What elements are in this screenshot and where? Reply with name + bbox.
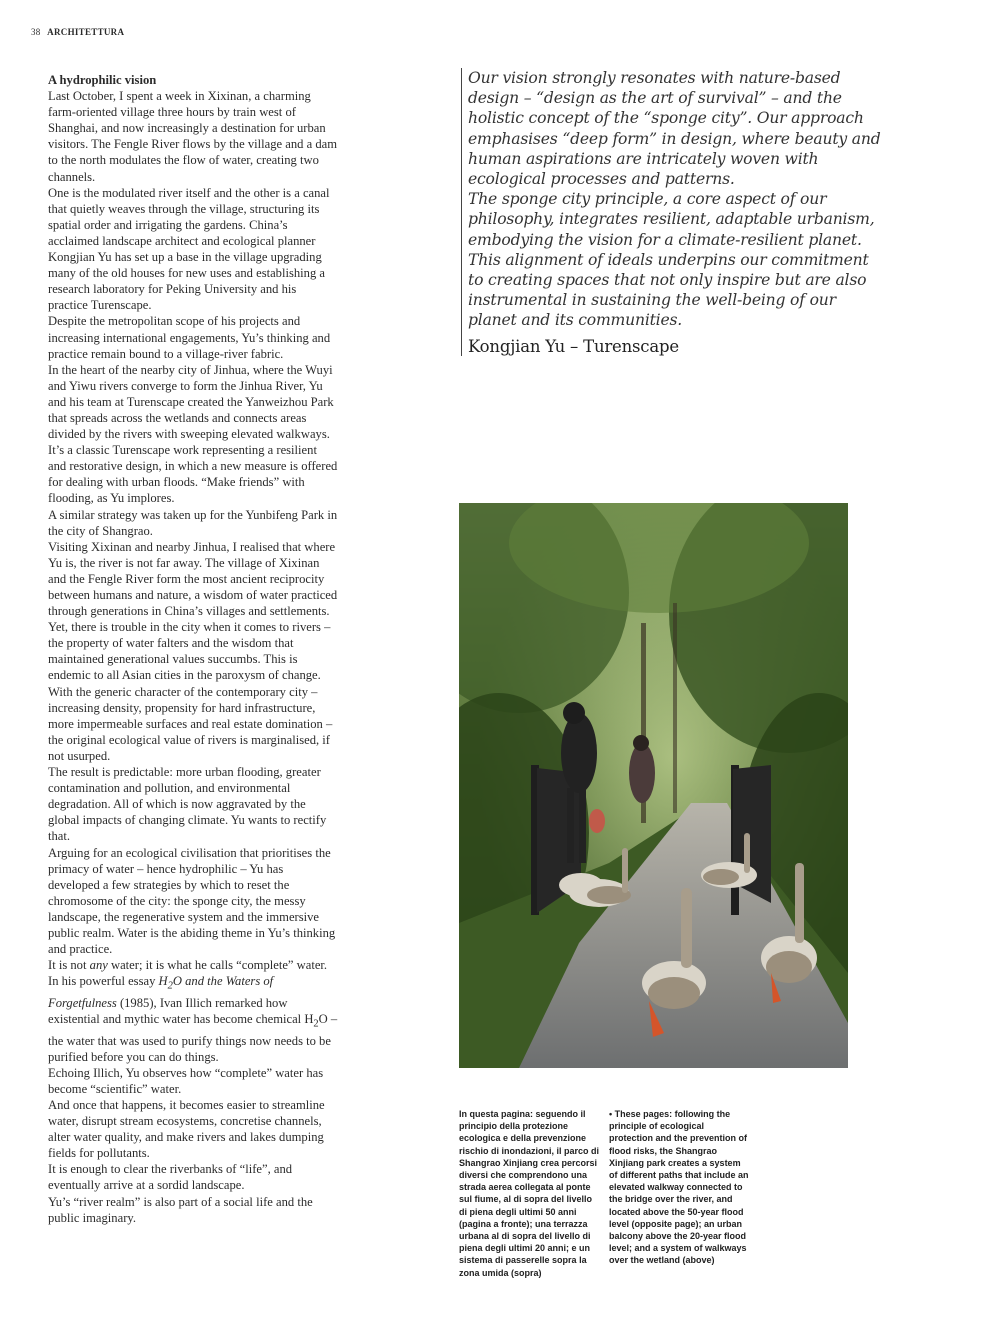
quote-paragraph: Our vision strongly resonates with nature-based design – “design as the art of survival” – and the holistic concept of the “sponge city”. Our approach emphasises “deep form” in design, where beauty and human aspirations are intricately woven with ecological processes and patterns. (468, 69, 881, 189)
subscript: 2 (167, 980, 173, 992)
text-run: water; it is what he calls “complete” water. In his powerful essay (48, 958, 328, 989)
text-run: O – the water that was used to purify things now needs to be purified before you can do things. (48, 1011, 338, 1064)
article-paragraph: The result is predictable: more urban flooding, greater contamination and pollution, and environmental degradation. All of which is now aggravated by the global impacts of changing climate. Yu wants to rectify that. (48, 765, 327, 844)
article-paragraph-complete-water (48, 957, 338, 1065)
park-walkway-photo (459, 503, 848, 1068)
quote-text (468, 68, 888, 331)
article-body (48, 72, 338, 1226)
article-paragraph: Echoing Illich, Yu observes how “complete” water has become “scientific” water. (48, 1065, 324, 1096)
article-paragraph: Last October, I spent a week in Xixinan, a charming farm-oriented village three hours by train west of Shanghai, and now increasingly a destination for urban visitors. The Fengle River flows by the village and a dam to the north modulates the flow of water, creating two channels. (48, 89, 338, 184)
article-paragraph: Visiting Xixinan and nearby Jinhua, I realised that where Yu is, the river is not far away. The village of Xixinan and the Fengle River form the most ancient reciprocity between humans and nature, a wisdom of water practiced through generations in China’s villages and settlements. (48, 539, 338, 619)
page-header (31, 27, 124, 37)
emphasis: any (89, 958, 108, 973)
subscript: 2 (313, 1018, 319, 1030)
page-number: 38 (31, 27, 41, 37)
article-paragraph: Despite the metropolitan scope of his projects and increasing international engagements, Yu’s thinking and practice remain bound to a village-river fabric. (48, 314, 331, 361)
caption-italian: In questa pagina: seguendo il principio della protezione ecologica e della prevenzione rischio di inondazioni, il parco di Shangrao Xinjiang crea percorsi diversi che comprendono una strada aerea collegata al ponte sul fiume, al di sopra del livello di piena degli ultimi 50 anni (pagina a fronte); una terrazza urbana al di sopra del livello di piena degli ultimi 20 anni; e un sistema di passerelle sopra la zona umida (sopra) (459, 1109, 600, 1278)
text-run: (1985), Ivan Illich remarked how existential and mythic water has become chemical H (48, 995, 314, 1026)
article-paragraph: One is the modulated river itself and the other is a canal that quietly weaves through the village, structuring its spatial order and irrigating the gardens. China’s acclaimed landscape architect and ecological planner Kongjian Yu has set up a base in the village upgrading many of the old houses for new uses and establishing a research laboratory for Peking University and his practice Turenscape. (48, 185, 330, 313)
text-run: O and the Waters of Forgetfulness (48, 974, 274, 1010)
article-paragraph: It’s a classic Turenscape work representing a resilient and restorative design, in which a new measure is offered for dealing with urban floods. “Make friends” with flooding, as Yu implores. (48, 443, 338, 506)
article-subhead: A hydrophilic vision (48, 73, 157, 87)
quote-attribution: Kongjian Yu – Turenscape (468, 336, 679, 356)
article-paragraph: Arguing for an ecological civilisation that prioritises the primacy of water – hence hydrophilic – Yu has developed a few strategies by which to reset the chromosome of the city: the sponge city, the messy landscape, the regenerative system and the immersive public realm. Water is the abiding theme in Yu’s thinking and practice. (48, 845, 336, 957)
section-name: ARCHITETTURA (47, 27, 125, 37)
article-paragraph: In the heart of the nearby city of Jinhua, where the Wuyi and Yiwu rivers converge to form the Jinhua River, Yu and his team at Turenscape created the Yanweizhou Park that spreads across the wetlands and connects areas divided by the rivers with sweeping elevated walkways. (48, 362, 334, 442)
text-run: H (158, 974, 168, 989)
article-paragraph: Yu’s “river realm” is also part of a social life and the public imaginary. (48, 1194, 313, 1225)
quote-paragraph: The sponge city principle, a core aspect of our philosophy, integrates resilient, adaptable urbanism, embodying the vision for a climate-resilient planet. This alignment of ideals underpins our commitment to creating spaces that not only inspire but are also instrumental in sustaining the well-being of our planet and its communities. (468, 190, 875, 330)
article-paragraph: Yet, there is trouble in the city when it comes to rivers – the property of water falters and the wisdom that maintained generational values succumbs. This is endemic to all Asian cities in the paroxysm of change. With the generic character of the contemporary city – increasing density, propensity for hard infrastructure, more impermeable surfaces and real estate domination – the original ecological value of rivers is marginalised, if not usurped. (48, 620, 333, 763)
caption-english: • These pages: following the principle of ecological protection and the prevention of flood risks, the Shangrao Xinjiang park creates a system of different paths that include an elevated walkway connected to the bridge over the river, and located above the 50-year flood level (opposite page); an urban balcony above the 20-year flood level; and a system of walkways over the wetland (above) (609, 1109, 749, 1266)
article-paragraph: A similar strategy was taken up for the Yunbifeng Park in the city of Shangrao. (48, 507, 338, 538)
article-paragraph: And once that happens, it becomes easier to streamline water, disrupt stream ecosystems, concretise channels, alter water quality, and make rivers and lakes dumping fields for pollutants. (48, 1097, 325, 1161)
text-run: It is not (48, 958, 90, 973)
pull-quote (461, 68, 888, 356)
article-paragraph: It is enough to clear the riverbanks of “life”, and eventually arrive at a sordid landscape. (48, 1162, 293, 1193)
